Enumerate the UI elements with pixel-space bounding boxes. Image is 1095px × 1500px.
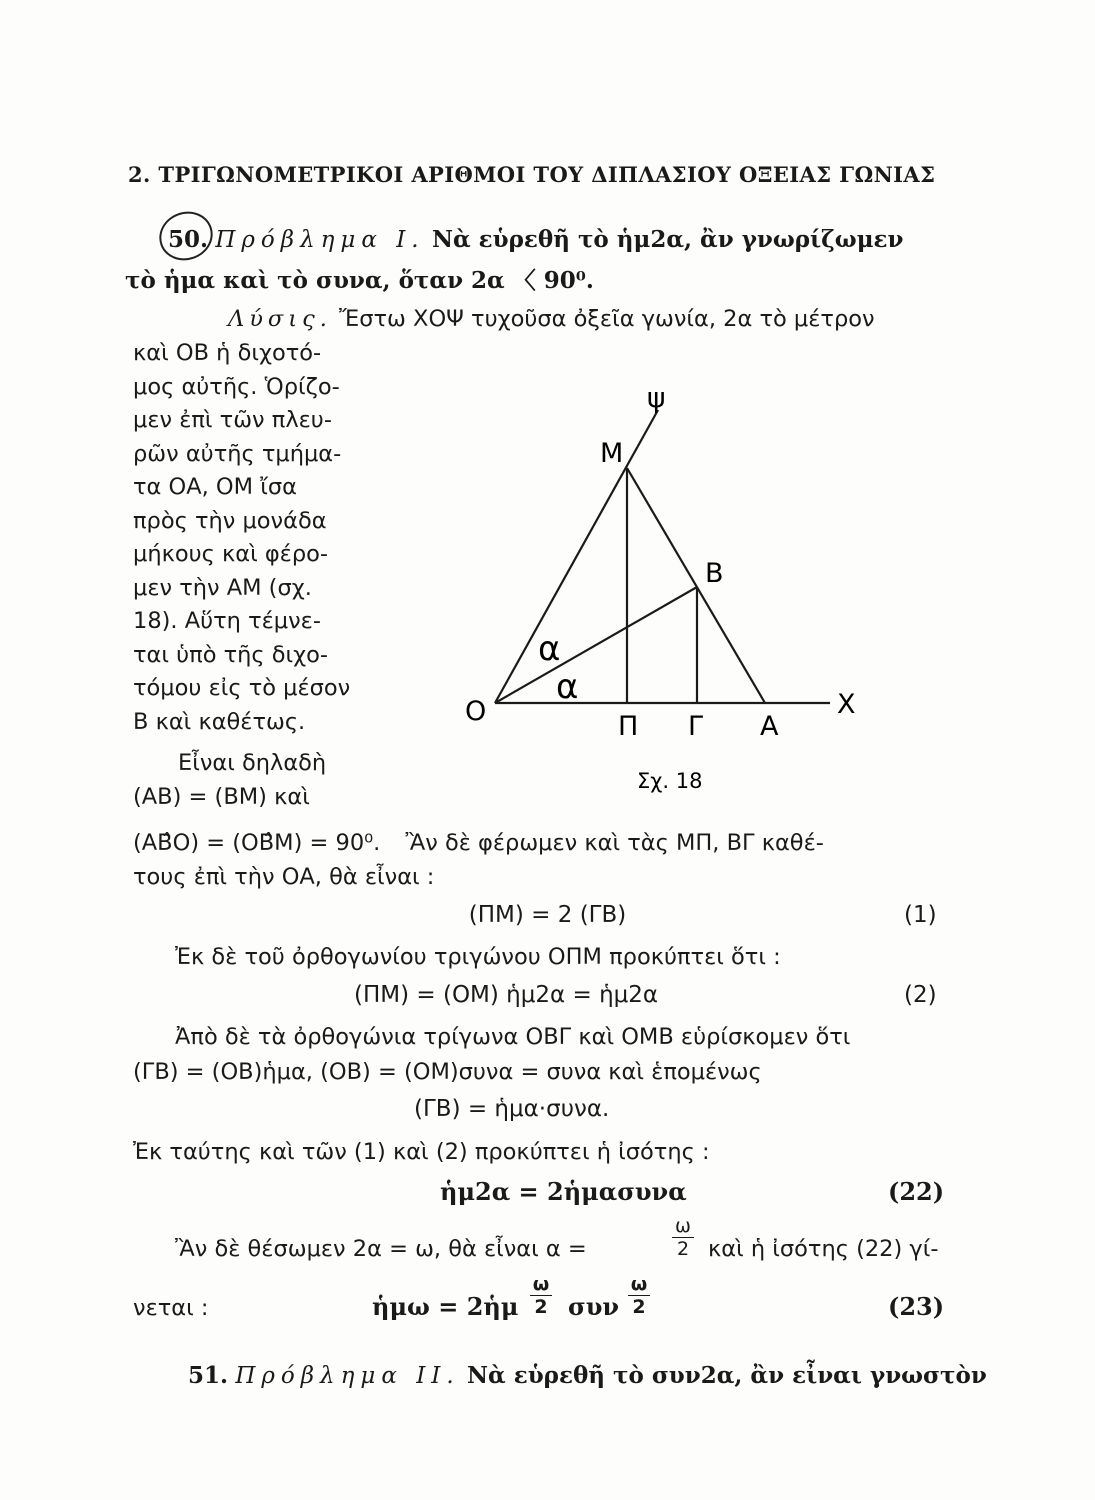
fraction-omega-half-2 [530, 1273, 552, 1318]
figure-18 [440, 370, 860, 810]
solution-column [133, 337, 383, 814]
label-g: Γ [688, 711, 704, 742]
line-becomes: νεται : [133, 1295, 209, 1321]
column-line: μήκους καὶ φέρο- [133, 541, 329, 567]
solution-label: Λύσις. [228, 306, 332, 332]
label-b: Β [705, 558, 724, 589]
equation-23-middle: συν [568, 1292, 619, 1321]
problem1-text-line1: Νὰ εὑρεθῆ τὸ ἡμ2α, ἂν γνωρίζωμεν [431, 226, 904, 253]
problem1-heading: 50. Πρόβλημα Ι. Νὰ εὑρεθῆ τὸ ἡμ2α, ἂν γνωρίζωμεν [168, 226, 904, 253]
line-next: τους ἐπὶ τὴν ΟΑ, θὰ εἶναι : [133, 864, 435, 890]
column-line: μος αὐτῆς. Ὁρίζο- [133, 373, 340, 400]
equation-23-number: (23) [888, 1292, 945, 1321]
problem1-label: Πρόβλημα Ι. [215, 227, 425, 253]
fraction-numerator: ω [675, 1215, 691, 1237]
fraction-omega-half [672, 1215, 694, 1260]
column-line: (ΑΒ) = (ΒΜ) καὶ [133, 783, 310, 810]
equation-23-left: ἡμω = 2ἡμ [372, 1292, 519, 1321]
fraction-omega-half-3 [628, 1273, 650, 1318]
column-line: μεν ἐπὶ τῶν πλευ- [133, 407, 332, 433]
label-m: Μ [600, 438, 624, 469]
label-x: Χ [837, 689, 856, 720]
fraction-denominator: 2 [672, 1237, 694, 1260]
line-orthogonal-1: Ἀπὸ δὲ τὰ ὀρθογώνια τρίγωνα ΟΒΓ καὶ ΟΜΒ εὑρίσκομεν ὅτι [175, 1024, 851, 1050]
line-from-this: Ἐκ ταύτης καὶ τῶν (1) καὶ (2) προκύπτει ἡ ἰσότης : [133, 1139, 710, 1165]
label-o: Ο [465, 696, 487, 727]
problem2-heading [188, 1362, 987, 1389]
line-set-text-a: Ἂν δὲ θέσωμεν 2α = ω, θὰ εἶναι α = [175, 1236, 587, 1262]
column-line: καὶ ΟΒ ἡ διχοτό- [133, 340, 322, 366]
problem1-text-line2: τὸ ἡμα καὶ τὸ συνα, ὅταν 2α 〈 90⁰. [125, 267, 594, 294]
column-line: πρὸς τὴν μονάδα [133, 507, 327, 534]
angle-equation: (ΑΒ̂Ο) = (ΟΒ̂Μ) = 90⁰. [133, 830, 381, 856]
line-set-omega [175, 1233, 587, 1267]
label-psi: ψ [647, 381, 666, 414]
column-line: τα ΟΑ, ΟΜ ἴσα [133, 474, 297, 500]
column-line: Εἶναι δηλαδὴ [178, 750, 327, 776]
bisector-ob [495, 587, 697, 703]
column-line: ται ὑπὸ τῆς διχο- [133, 641, 329, 668]
equation-22: ἡμ2α = 2ἡμασυνα [440, 1177, 687, 1206]
column-line: Β καὶ καθέτως. [133, 708, 306, 735]
equation-2: (ΠΜ) = (ΟΜ) ἡμ2α = ἡμ2α [354, 982, 659, 1008]
equation-gb: (ΓΒ) = ἡμα·συνα. [414, 1096, 610, 1122]
solution-first-text: Ἔστω ΧΟΨ τυχοῦσα ὀξεῖα γωνία, 2α τὸ μέτρον [339, 306, 875, 332]
equation-1-number: (1) [904, 902, 937, 928]
line-set-text-b: καὶ ἡ ἰσότης (22) γί- [708, 1236, 939, 1262]
label-alpha-upper: α [538, 629, 561, 669]
fraction-numerator: ω [532, 1273, 550, 1295]
label-alpha-lower: α [556, 667, 579, 707]
problem2-number: 51. [188, 1362, 229, 1389]
problem-number-circled: 50 [168, 226, 201, 253]
label-a: Α [760, 711, 779, 742]
fraction-denominator: 2 [530, 1295, 552, 1318]
equation-22-number: (22) [888, 1177, 945, 1206]
section-title: 2. ΤΡΙΓΩΝΟΜΕΤΡΙΚΟΙ ΑΡΙΘΜΟΙ ΤΟΥ ΔΙΠΛΑΣΙΟΥ ΟΞΕΙΑΣ ΓΩΝΙΑΣ [128, 162, 936, 187]
solution-first-line [228, 303, 875, 337]
line-triangle: Ἐκ δὲ τοῦ ὀρθογωνίου τριγώνου ΟΠΜ προκύπτει ὅτι : [175, 944, 781, 970]
column-line: 18). Αὕτη τέμνε- [133, 608, 321, 634]
label-p: Π [618, 711, 639, 742]
fraction-denominator: 2 [628, 1295, 650, 1318]
column-line: μεν τὴν ΑΜ (σχ. [133, 574, 312, 601]
problem2-label: Πρόβλημα ΙΙ. [235, 1363, 460, 1389]
fraction-numerator: ω [630, 1273, 648, 1295]
line-orthogonal-2: (ΓΒ) = (ΟΒ)ἡμα, (ΟΒ) = (ΟΜ)συνα = συνα καὶ ἑπομένως [133, 1059, 762, 1085]
equation-2-number: (2) [904, 982, 937, 1008]
problem2-text: Νὰ εὑρεθῆ τὸ συν2α, ἂν εἶναι γνωστὸν [467, 1362, 987, 1389]
angle-equation-line [133, 827, 824, 861]
angle-line-text: Ἂν δὲ φέρωμεν καὶ τὰς ΜΠ, ΒΓ καθέ- [405, 830, 824, 856]
opsi-ray [495, 410, 658, 703]
figure-caption: Σχ. 18 [637, 769, 703, 793]
column-line: ρῶν αὐτῆς τμήμα- [133, 440, 342, 467]
equation-1: (ΠΜ) = 2 (ΓΒ) [468, 902, 627, 928]
column-line: τόμου εἰς τὸ μέσον [133, 675, 351, 701]
